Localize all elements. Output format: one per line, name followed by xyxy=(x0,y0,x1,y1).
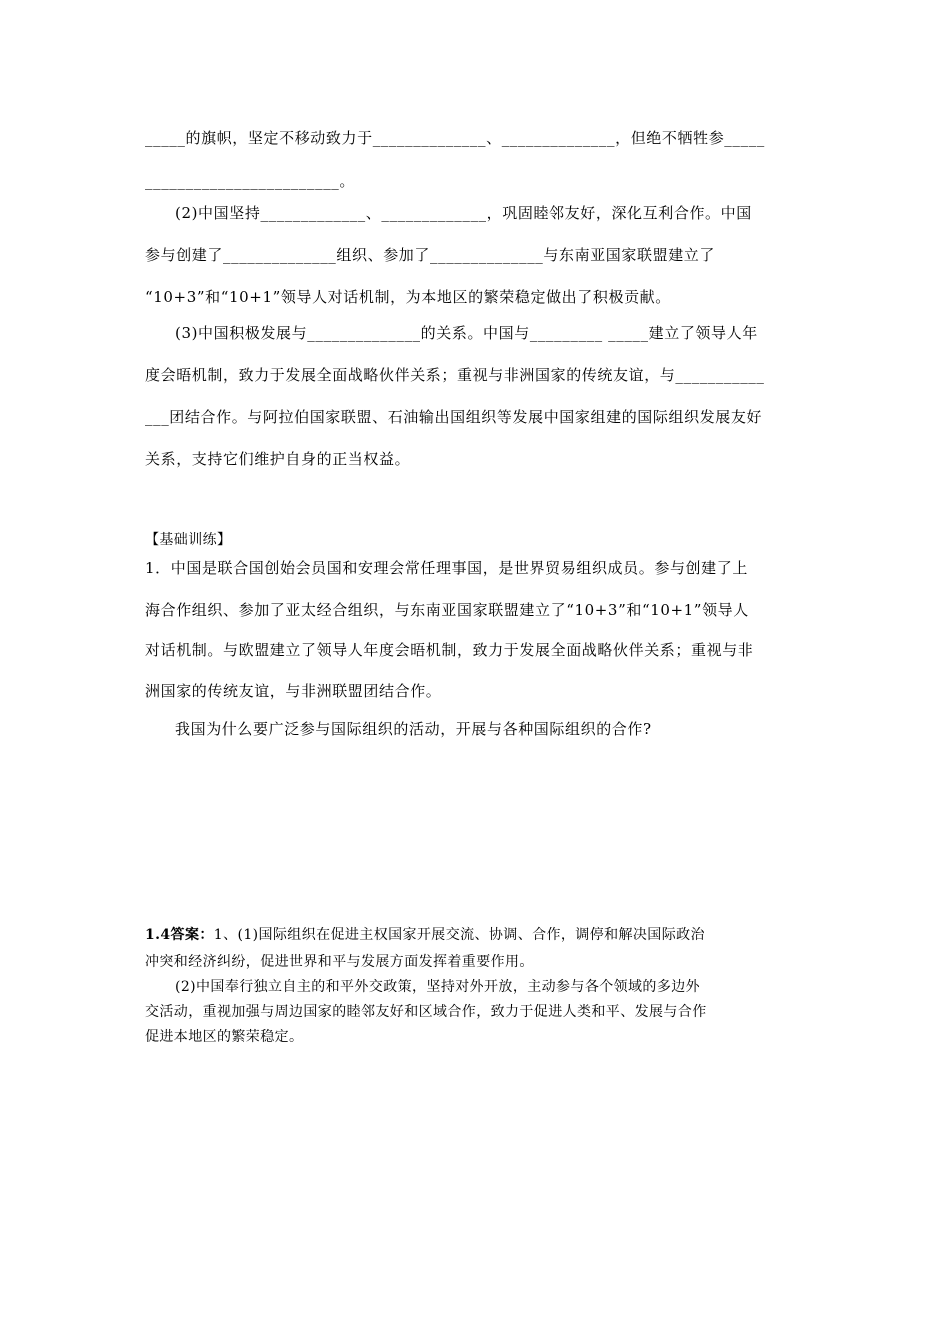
text-line: 度会晤机制，致力于发展全面战略伙伴关系；重视与非洲国家的传统友谊，与___________ xyxy=(145,366,765,384)
text-line: (2)中国坚持_____________、_____________，巩固睦邻友好，深化互利合作。中国 xyxy=(175,204,752,222)
text-line: _____的旗帜，坚定不移动致力于______________、______________，但绝不牺牲参_____ xyxy=(145,129,765,147)
text-line: 洲国家的传统友谊，与非洲联盟团结合作。 xyxy=(145,682,442,700)
text-line: 冲突和经济纠纷，促进世界和平与发展方面发挥着重要作用。 xyxy=(145,954,534,970)
answer-label: 1.4答案： xyxy=(145,927,214,943)
question-text: 我国为什么要广泛参与国际组织的活动，开展与各种国际组织的合作? xyxy=(175,720,652,738)
answer-text: 1、(1)国际组织在促进主权国家开展交流、协调、合作，调停和解决国际政治 xyxy=(213,927,705,943)
text-line: 关系，支持它们维护自身的正当权益。 xyxy=(145,450,411,468)
text-line: “10+3”和“10+1”领导人对话机制，为本地区的繁荣稳定做出了积极贡献。 xyxy=(145,288,671,306)
text-line: ___团结合作。与阿拉伯国家联盟、石油输出国组织等发展中国家组建的国际组织发展友好 xyxy=(145,408,763,426)
text-line: ________________________。 xyxy=(145,172,355,190)
text-line: 1．中国是联合国创始会员国和安理会常任理事国，是世界贸易组织成员。参与创建了上 xyxy=(145,559,748,577)
answer-line xyxy=(145,925,705,945)
text-line: (2)中国奉行独立自主的和平外交政策，坚持对外开放，主动参与各个领域的多边外 xyxy=(175,979,701,995)
text-line: 对话机制。与欧盟建立了领导人年度会晤机制，致力于发展全面战略伙伴关系；重视与非 xyxy=(145,641,754,659)
text-line: 促进本地区的繁荣稳定。 xyxy=(145,1029,304,1045)
text-line: 交活动，重视加强与周边国家的睦邻友好和区域合作，致力于促进人类和平、发展与合作 xyxy=(145,1004,707,1020)
section-heading: 【基础训练】 xyxy=(145,532,232,548)
text-line: 参与创建了______________组织、参加了______________与东南亚国家联盟建立了 xyxy=(145,246,716,264)
text-line: 海合作组织、参加了亚太经合组织，与东南亚国家联盟建立了“10+3”和“10+1”领导人 xyxy=(145,601,749,619)
text-line: (3)中国积极发展与______________的关系。中国与_________ _____建立了领导人年 xyxy=(175,324,758,342)
